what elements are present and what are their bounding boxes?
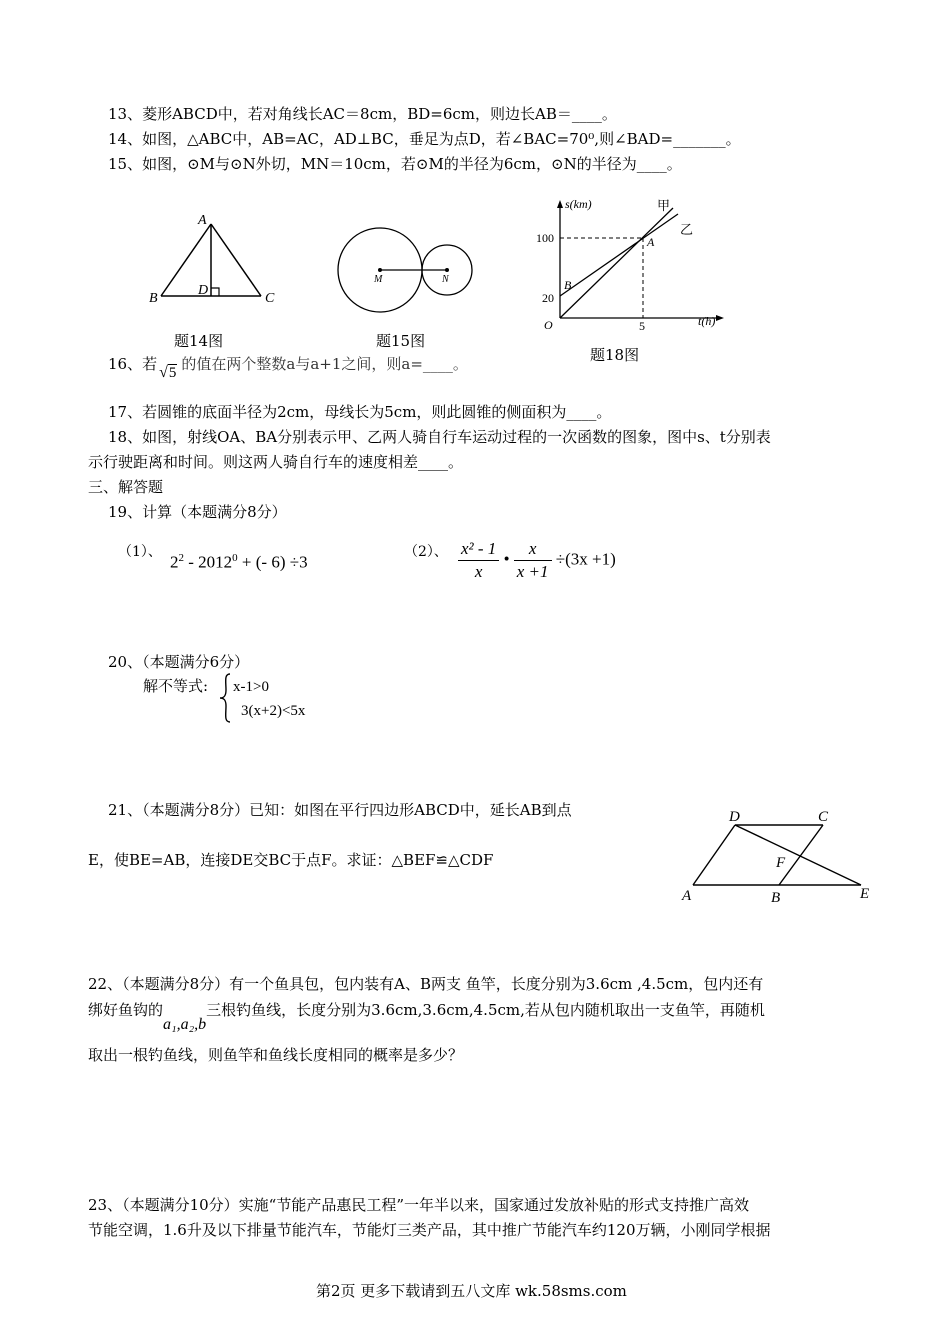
label-yi: 乙 [680, 222, 694, 237]
label-B: B [771, 890, 781, 905]
q16-suffix: 的值在两个整数a与a+1之间，则a=____。 [181, 355, 468, 373]
q19-part1-label: （1）、 [118, 544, 162, 560]
label-A: A [682, 888, 692, 904]
label-A: A [198, 213, 207, 228]
q20-inequality-1: x-1>0 [233, 679, 269, 695]
figure-15-caption: 题15图 [376, 332, 426, 350]
question-15: 15、如图，⊙M与⊙N外切，MN＝10cm，若⊙M的半径为6cm，⊙N的半径为____。 [108, 155, 682, 173]
sqrt-5: √5 [159, 364, 177, 381]
q19-part2-expression: $\frac{\text{x² - 1}}{x}$ • $\frac{x}{x +1}$ ÷(3x +1) [458, 538, 616, 583]
question-18-line2: 示行驶距离和时间。则这两人骑自行车的速度相差____。 [88, 453, 464, 471]
label-B: B [149, 291, 158, 306]
label-A: A [647, 235, 655, 249]
section-3-heading: 三、解答题 [88, 478, 164, 496]
label-O: O [544, 318, 553, 332]
brace-icon [218, 672, 232, 724]
label-C: C [265, 291, 275, 306]
question-23-line1: 23、（本题满分10分）实施“节能产品惠民工程”一年半以来，国家通过发放补贴的形式支持推广高效 [88, 1196, 750, 1214]
figure-18-caption: 题18图 [590, 346, 640, 364]
label-E: E [860, 886, 870, 902]
question-18-line1: 18、如图，射线OA、BA分别表示甲、乙两人骑自行车运动过程的一次函数的图象，图中s、t分别表 [108, 428, 771, 446]
q16-prefix: 16、若 [108, 355, 158, 373]
figure-15-circles [334, 215, 484, 325]
label-B: B [564, 278, 572, 292]
question-13: 13、菱形ABCD中，若对角线长AC＝8cm，BD=6cm，则边长AB＝____。 [108, 105, 617, 123]
x-axis-label: t(h) [698, 314, 716, 328]
question-21-line1: 21、（本题满分8分）已知：如图在平行四边形ABCD中，延长AB到点 [108, 801, 572, 819]
y-axis-label: s(km) [565, 197, 592, 211]
question-19: 19、计算（本题满分8分） [108, 503, 287, 521]
q20-inequality-2: 3(x+2)<5x [241, 703, 306, 719]
label-D: D [198, 283, 209, 298]
question-16 [108, 354, 468, 381]
figure-21-parallelogram [675, 805, 875, 905]
tick-5: 5 [639, 319, 645, 333]
question-22-line1: 22、（本题满分8分）有一个鱼具包，包内装有A、B两支 鱼竿，长度分别为3.6cm ,4.5cm，包内还有 [88, 975, 764, 993]
question-22-line3: 取出一根钓鱼线，则鱼竿和鱼线长度相同的概率是多少？ [88, 1046, 464, 1064]
figure-18-graph [530, 192, 730, 334]
q22-variables: a₁,a₂,b [163, 1016, 207, 1033]
page-footer: 第2页 更多下载请到五八文库 wk.58sms.com [316, 1282, 627, 1300]
q19-part2-label: （2）、 [404, 544, 448, 560]
question-21-line2: E，使BE=AB，连接DE交BC于点F。求证：△BEF≌△CDF [88, 851, 494, 869]
figure-14-caption: 题14图 [174, 332, 224, 350]
question-17: 17、若圆锥的底面半径为2cm，母线长为5cm，则此圆锥的侧面积为____。 [108, 403, 612, 421]
tick-20: 20 [542, 291, 554, 305]
q19-part1-expression: $2^2 - 2012^0$ + (- 6) ÷3 [170, 552, 308, 572]
question-22-line2: 绑好鱼钩的a₁,a₂,b三根钓鱼线，长度分别为3.6cm,3.6cm,4.5cm,若从包内随机取出一支鱼竿，再随机 [88, 1001, 765, 1033]
q20-label: 解不等式: [143, 677, 209, 695]
label-F: F [776, 855, 786, 871]
question-23-line2: 节能空调，1.6升及以下排量节能汽车，节能灯三类产品，其中推广节能汽车约120万辆，小刚同学根据 [88, 1221, 771, 1239]
label-C: C [818, 809, 829, 825]
label-M: M [374, 274, 383, 285]
question-20: 20、（本题满分6分） [108, 653, 250, 671]
question-14: 14、如图，△ABC中，AB=AC，AD⊥BC，垂足为点D，若∠BAC=70⁰,则∠BAD=_______。 [108, 130, 741, 148]
tick-100: 100 [536, 231, 554, 245]
label-N: N [442, 274, 449, 285]
label-jia: 甲 [657, 198, 671, 213]
label-D: D [729, 809, 740, 825]
figure-14-triangle [145, 210, 285, 310]
